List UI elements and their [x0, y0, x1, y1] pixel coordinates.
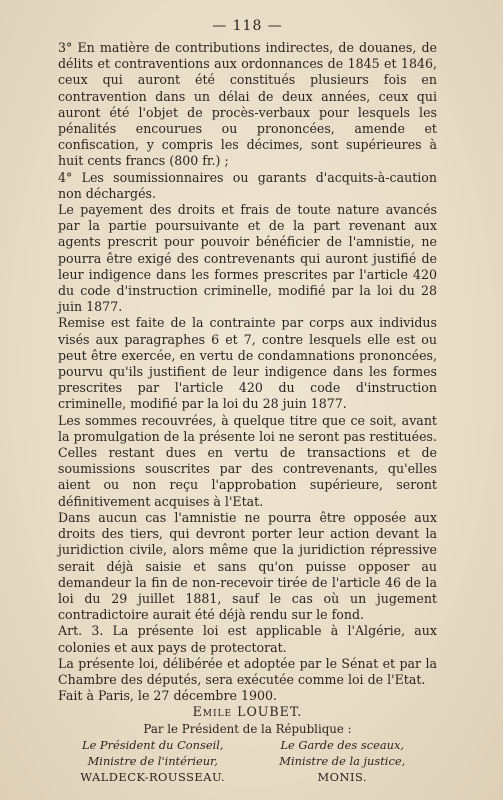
paragraph-article-3: Art. 3. La présente loi est applicable à l'Algérie, aux colonies et aux pays de protectorat.: [58, 623, 437, 655]
right-signatory-title-1: Le Garde des sceaux,: [280, 737, 405, 752]
paragraph-payment: Le payement des droits et frais de toute nature avancés par la partie poursuivante et de la part revenant aux agents prescrit pour pouvoir bénéficier de l'amnistie, ne pourra être exigé des contrevenants qui auront justifié de leur indigence dans les formes prescrites par l'article 420 du code d'instruction criminelle, modifié par la loi du 28 juin 1877.: [58, 202, 437, 315]
left-signatory-title-1: Le Président du Conseil,: [82, 737, 224, 752]
par-president-line: Par le Président de la République :: [143, 721, 352, 736]
right-signatory: [248, 737, 438, 785]
president-signature: Emile LOUBET.: [192, 704, 303, 720]
page-number: — 118 —: [212, 18, 283, 34]
paragraph-item-4: 4° Les soumissionnaires ou garants d'acquits-à-caution non déchargés.: [58, 169, 437, 201]
paragraph-sommes: Les sommes recouvrées, à quelque titre que ce soit, avant la promulgation de la présente loi ne seront pas restituées. Celles restant dues en vertu de transactions et de soumissions souscrites par des contrevenants, qu'elles aient ou non reçu l'approbation supérieure, seront définitivement acquises à l'Etat.: [58, 412, 437, 509]
left-signatory-title-2: Ministre de l'intérieur,: [87, 753, 218, 768]
paragraph-amnistie: Dans aucun cas l'amnistie ne pourra être opposée aux droits des tiers, qui devront porter leur action devant la juridiction civile, alors même que la juridiction répressive serait déjà saisie et sans qu'on puisse opposer au demandeur la fin de non-recevoir tirée de l'article 46 de la loi du 29 juillet 1881, sauf le cas où un jugement contradictoire aurait été déjà rendu sur le fond.: [58, 509, 437, 623]
left-signatory: [58, 737, 248, 785]
right-signatory-title-2: Ministre de la justice,: [279, 753, 406, 768]
paragraph-item-3: 3° En matière de contributions indirectes, de douanes, de délits et contraventions aux ordonnances de 1845 et 1846, ceux qui auront été constitués plusieurs fois en contravention dans un délai de deux années, ceux qui auront été l'objet de procès-verbaux pour lesquels les pénalités encourues ou prononcées, amende et confiscation, y compris les décimes, sont supérieures à huit cents francs (800 fr.) ;: [58, 40, 437, 169]
signatories: [58, 737, 437, 785]
paragraph-fait-a-paris: Fait à Paris, le 27 décembre 1900.: [58, 688, 277, 704]
paragraph-presente-loi: La présente loi, délibérée et adoptée par le Sénat et par la Chambre des députés, sera exécutée comme loi de l'Etat.: [58, 655, 437, 687]
paragraph-remise: Remise est faite de la contrainte par corps aux individus visés aux paragraphes 6 et 7, contre lesquels elle est ou peut être exercée, en vertu de condamnations prononcées, pourvu qu'ils justifient de leur indigence dans les formes prescrites par l'article 420 du code d'instruction criminelle, modifié par la loi du 28 juin 1877.: [58, 315, 437, 412]
left-signatory-name: WALDECK-ROUSSEAU.: [80, 769, 226, 784]
right-signatory-name: MONIS.: [317, 769, 367, 784]
